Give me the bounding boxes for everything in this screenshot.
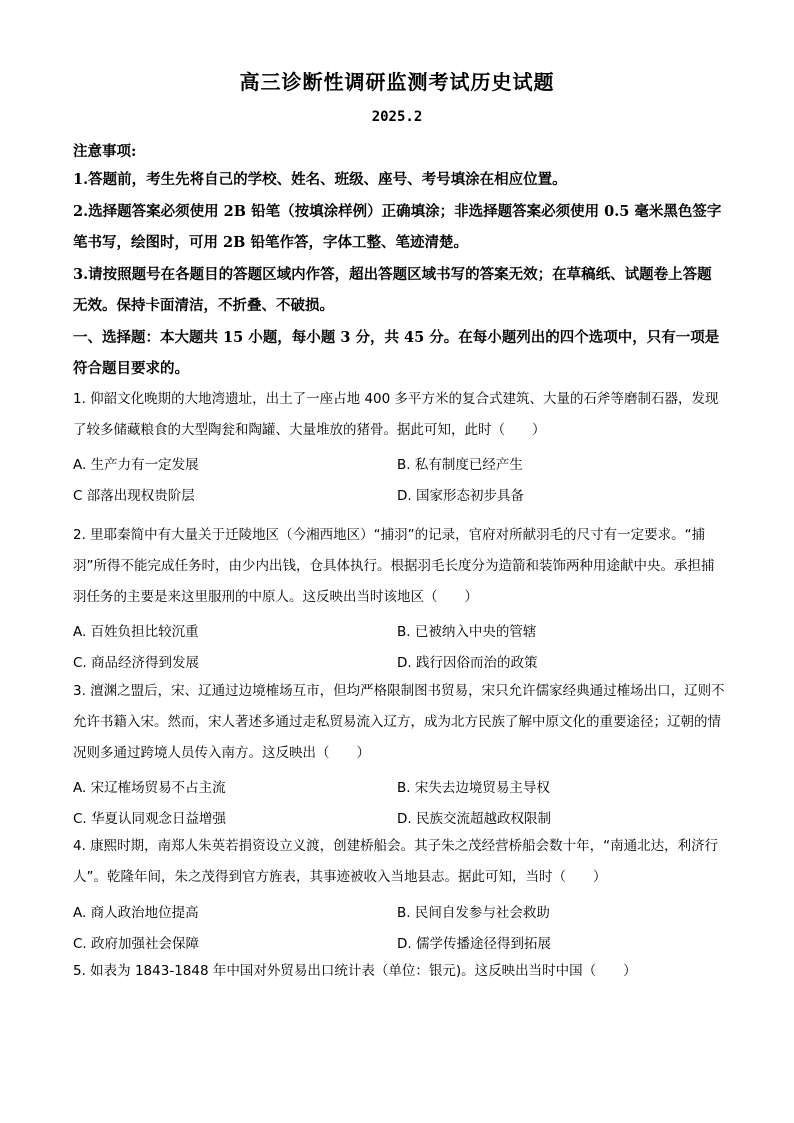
notice-heading: 注意事项: [73, 143, 137, 160]
question-1-option-b[interactable]: B. 私有制度已经产生 [397, 457, 523, 473]
question-2-stem: 2. 里耶秦简中有大量关于迁陵地区（今湘西地区）“捕羽”的记录，官府对所献羽毛的尺寸有一定要求。“捕羽”所得不能完成任务时，由少内出钱，仓具体执行。根据羽毛长度分为造箭和装饰两种用途献中央。承担捕羽任务的主要是来这里服刑的中原人。这反映出当时该地区（ ） [73, 527, 715, 605]
question-4-option-b[interactable]: B. 民间自发参与社会救助 [397, 905, 550, 921]
question-3-stem: 3. 澶渊之盟后，宋、辽通过边境榷场互市，但均严格限制图书贸易，宋只允许儒家经典通过榷场出口，辽则不允许书籍入宋。然而，宋人著述多通过走私贸易流入辽方，成为北方民族了解中原文化的重要途径；辽朝的情况则多通过跨境人员传入南方。这反映出（ ） [73, 683, 725, 761]
question-3-option-c[interactable]: C. 华夏认同观念日益增强 [73, 811, 227, 827]
question-4-option-c[interactable]: C. 政府加强社会保障 [73, 936, 200, 952]
section-heading: 一、选择题：本大题共 15 小题，每小题 3 分，共 45 分。在每小题列出的四个选项中，只有一项是符合题目要求的。 [73, 329, 720, 377]
question-5-stem: 5. 如表为 1843-1848 年中国对外贸易出口统计表（单位：银元)。这反映出当时中国（ ） [73, 963, 637, 979]
question-3-option-a[interactable]: A. 宋辽榷场贸易不占主流 [73, 780, 226, 796]
question-3-option-b[interactable]: B. 宋失去边境贸易主导权 [397, 780, 550, 796]
question-2-option-b[interactable]: B. 已被纳入中央的管辖 [397, 624, 537, 640]
notice-item-1: 1.答题前，考生先将自己的学校、姓名、班级、座号、考号填涂在相应位置。 [73, 171, 567, 188]
question-1-stem: 1. 仰韶文化晚期的大地湾遗址，出土了一座占地 400 多平方米的复合式建筑、大量的石斧等磨制石器，发现了较多储藏粮食的大型陶瓮和陶罐、大量堆放的猪骨。据此可知，此时（ ） [73, 391, 719, 438]
page-title: 高三诊断性调研监测考试历史试题 [239, 70, 555, 94]
question-2-option-c[interactable]: C. 商品经济得到发展 [73, 655, 200, 671]
question-2-option-d[interactable]: D. 践行因俗而治的政策 [397, 655, 538, 671]
question-4-stem: 4. 康熙时期，南郑人朱英若捐资设立义渡，创建桥船会。其子朱之茂经营桥船会数十年，“南通北达，利济行人”。乾隆年间，朱之茂得到官方旌表，其事迹被收入当地县志。据此可知，当时（ ） [73, 838, 719, 885]
question-2-option-a[interactable]: A. 百姓负担比较沉重 [73, 624, 199, 640]
question-1-option-c[interactable]: C 部落出现权贵阶层 [73, 488, 195, 504]
question-4-option-a[interactable]: A. 商人政治地位提高 [73, 905, 199, 921]
question-1-option-d[interactable]: D. 国家形态初步具备 [397, 488, 524, 504]
notice-item-2: 2.选择题答案必须使用 2B 铅笔（按填涂样例）正确填涂；非选择题答案必须使用 0.5 毫米黑色签字笔书写，绘图时，可用 2B 铅笔作答，字体工整、笔迹清楚。 [73, 203, 722, 251]
question-3-option-d[interactable]: D. 民族交流超越政权限制 [397, 811, 551, 827]
exam-date: 2025.2 [371, 109, 423, 125]
question-4-option-d[interactable]: D. 儒学传播途径得到拓展 [397, 936, 551, 952]
question-1-option-a[interactable]: A. 生产力有一定发展 [73, 457, 199, 473]
notice-item-3: 3.请按照题号在各题目的答题区域内作答，超出答题区域书写的答案无效；在草稿纸、试题卷上答题无效。保持卡面清洁，不折叠、不破损。 [73, 266, 712, 314]
